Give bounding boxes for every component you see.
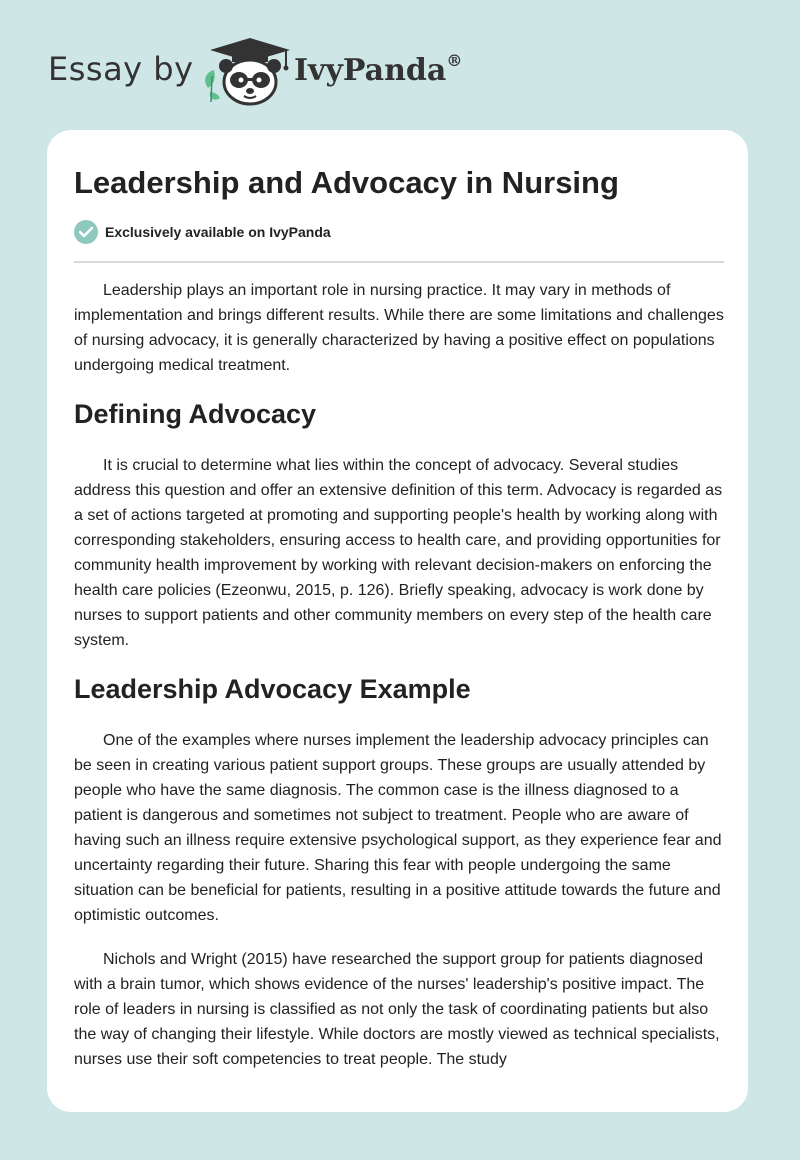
essay-card	[47, 130, 748, 1112]
site-header	[0, 0, 800, 130]
brand-name-text: IvyPanda	[294, 53, 447, 88]
section-heading-leadership-advocacy-example: Leadership Advocacy Example	[74, 674, 471, 704]
article-content	[74, 278, 724, 1091]
check-circle-icon	[74, 220, 98, 244]
section-paragraph: Nichols and Wright (2015) have researched the support group for patients diagnosed with a brain tumor, which shows evidence of the nurses' leadership's positive impact. The role of leaders in nursing is classified as not only the task of coordinating patients but also the way of changing their lifestyle. While doctors are mostly viewed as technical specialists, nurses use their soft competencies to treat people. The study	[74, 951, 720, 1068]
brand-name[interactable]	[294, 53, 462, 88]
badge-text: Exclusively available on IvyPanda	[105, 224, 331, 240]
exclusive-badge	[74, 220, 331, 244]
section-paragraph: It is crucial to determine what lies within the concept of advocacy. Several studies address this question and offer an extensive definition of this term. Advocacy is regarded as a set of actions targeted at promoting and supporting people's health by working along with corresponding stakeholders, ensuring access to health care, and providing opportunities for community health improvement by working with relevant decision-makers on enforcing the health care policies (Ezeonwu, 2015, p. 126). Briefly speaking, advocacy is work done by nurses to support patients and other community members on every step of the health care system.	[74, 457, 723, 649]
page-title: Leadership and Advocacy in Nursing	[74, 165, 619, 200]
brand-prefix: Essay by	[48, 50, 194, 88]
panda-logo-icon[interactable]	[198, 36, 294, 108]
section-heading-defining-advocacy: Defining Advocacy	[74, 399, 317, 429]
divider	[74, 261, 724, 263]
registered-mark: ®	[446, 51, 463, 70]
section-paragraph: One of the examples where nurses implement the leadership advocacy principles can be seen in creating various patient support groups. These groups are usually attended by people who have the same diagnosis. The common case is the illness diagnosed to a patient is dangerous and sometimes not subject to treatment. People who are aware of having such an illness require extensive psychological support, as they experience fear and uncertainty regarding their future. Sharing this fear with people undergoing the same situation can be beneficial for patients, resulting in a positive attitude towards the future and optimistic outcomes.	[74, 732, 722, 924]
intro-paragraph: Leadership plays an important role in nursing practice. It may vary in methods of implementation and brings different results. While there are some limitations and challenges of nursing advocacy, it is generally characterized by having a positive effect on populations undergoing medical treatment.	[74, 282, 724, 374]
